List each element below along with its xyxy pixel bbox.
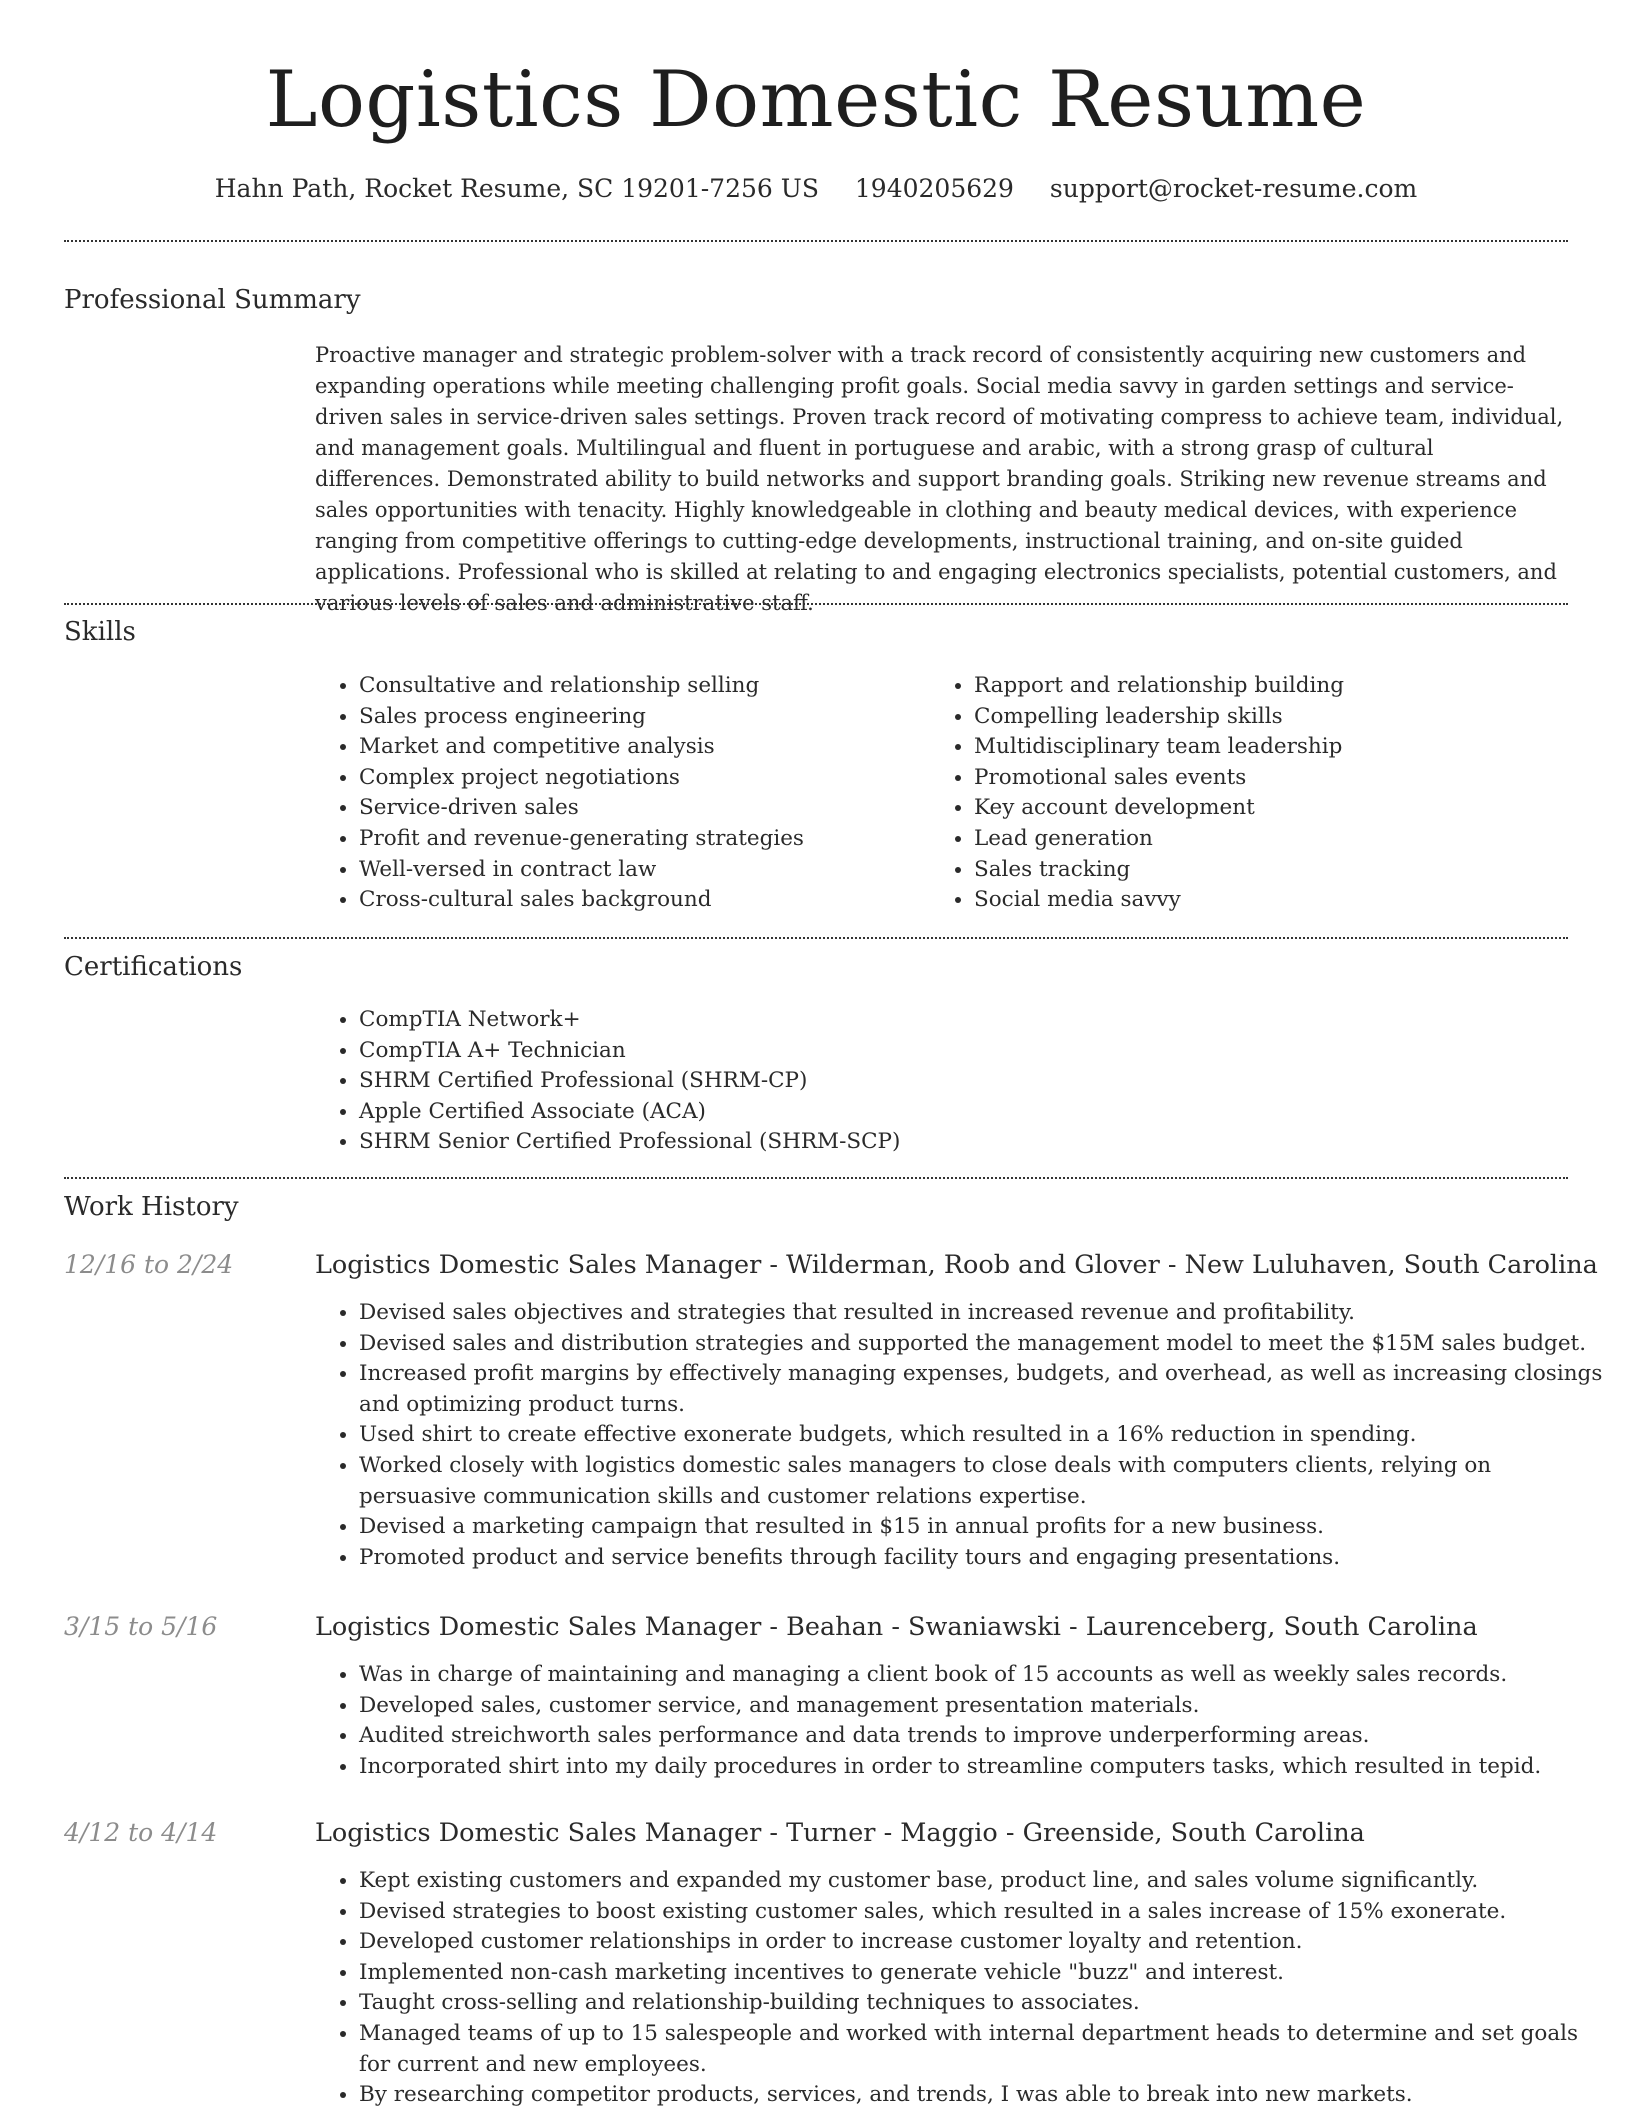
list-item: • Devised a marketing campaign that resulted in $15 in annual profits for a new business. xyxy=(359,1512,1609,1543)
list-item: • Managed teams of up to 15 salespeople and worked with internal department heads to determine and set goals for current and new employees. xyxy=(359,2019,1609,2080)
list-item: • Used shirt to create effective exonerate budgets, which resulted in a 16% reduction in spending. xyxy=(359,1420,1609,1451)
section-divider xyxy=(64,1177,1568,1179)
list-item: • Consultative and relationship selling xyxy=(359,671,919,702)
section-title-skills: Skills xyxy=(64,617,136,647)
section-divider xyxy=(64,603,1568,605)
contact-email: support@rocket-resume.com xyxy=(1049,174,1418,203)
list-item: • CompTIA A+ Technician xyxy=(359,1036,1609,1067)
contact-phone: 1940205629 xyxy=(854,174,1014,203)
resume-title: Logistics Domestic Resume xyxy=(265,55,1367,145)
list-item: • Worked closely with logistics domestic sales managers to close deals with computers clients, relying on persuasive communication skills and customer relations expertise. xyxy=(359,1451,1609,1512)
list-item: • CompTIA Network+ xyxy=(359,1005,1609,1036)
job-heading: Logistics Domestic Sales Manager - Beahan - Swaniawski - Laurenceberg, South Carolina xyxy=(315,1612,1478,1642)
list-item: • Kept existing customers and expanded my customer base, product line, and sales volume significantly. xyxy=(359,1866,1609,1897)
summary-text: Proactive manager and strategic problem-solver with a track record of consistently acquiring new customers and expanding operations while meeting challenging profit goals. Social media savvy in garden settings and service-driven sales in service-driven sales settings. Proven track record of motivating compress to achieve team, individual, and management goals. Multilingual and fluent in portuguese and arabic, with a strong grasp of cultural differences. Demonstrated ability to build networks and support branding goals. Striking new revenue streams and sales opportunities with tenacity. Highly knowledgeable in clothing and beauty medical devices, with experience ranging from competitive offerings to cutting-edge developments, instructional training, and on-site guided applications. Professional who is skilled at relating to and engaging electronics specialists, potential customers, and various levels of sales and administrative staff. xyxy=(315,343,1564,615)
list-item: • Developed customer relationships in order to increase customer loyalty and retention. xyxy=(359,1927,1609,1958)
list-item: • SHRM Certified Professional (SHRM-CP) xyxy=(359,1066,1609,1097)
list-item: • Profit and revenue-generating strategies xyxy=(359,824,919,855)
list-item: • Multidisciplinary team leadership xyxy=(974,732,1574,763)
job-dates: 12/16 to 2/24 xyxy=(64,1250,234,1279)
list-item: • Complex project negotiations xyxy=(359,763,919,794)
list-item: • Social media savvy xyxy=(974,885,1574,916)
list-item: • Promotional sales events xyxy=(974,763,1574,794)
list-item: • Devised sales and distribution strategies and supported the management model to meet the $15M sales budget. xyxy=(359,1329,1609,1360)
list-item: • Rapport and relationship building xyxy=(974,671,1574,702)
list-item: • Cross-cultural sales background xyxy=(359,885,919,916)
list-item: • Compelling leadership skills xyxy=(974,702,1574,733)
list-item: • Implemented non-cash marketing incentives to generate vehicle "buzz" and interest. xyxy=(359,1958,1609,1989)
list-item: • Developed sales, customer service, and management presentation materials. xyxy=(359,1691,1609,1722)
section-divider xyxy=(64,937,1568,939)
job-bullets xyxy=(315,1866,1609,2111)
list-item: • Service-driven sales xyxy=(359,793,919,824)
job-dates: 4/12 to 4/14 xyxy=(64,1818,218,1847)
list-item: • Apple Certified Associate (ACA) xyxy=(359,1097,1609,1128)
section-title-work-history: Work History xyxy=(64,1192,239,1222)
contact-line xyxy=(0,171,1632,207)
list-item: • Sales process engineering xyxy=(359,702,919,733)
list-item: • Incorporated shirt into my daily procedures in order to streamline computers tasks, which resulted in tepid. xyxy=(359,1752,1609,1783)
contact-address: Hahn Path, Rocket Resume, SC 19201-7256 US xyxy=(214,174,819,203)
list-item: • SHRM Senior Certified Professional (SHRM-SCP) xyxy=(359,1127,1609,1158)
skills-list-left xyxy=(315,671,919,916)
list-item: • Taught cross-selling and relationship-building techniques to associates. xyxy=(359,1988,1609,2019)
list-item: • Well-versed in contract law xyxy=(359,855,919,886)
job-heading: Logistics Domestic Sales Manager - Wilderman, Roob and Glover - New Luluhaven, South Carolina xyxy=(315,1250,1598,1280)
section-divider xyxy=(64,240,1568,242)
certifications-list xyxy=(315,1005,1609,1158)
job-bullets xyxy=(315,1660,1609,1782)
list-item: • Devised sales objectives and strategies that resulted in increased revenue and profitability. xyxy=(359,1298,1609,1329)
list-item: • Promoted product and service benefits through facility tours and engaging presentations. xyxy=(359,1543,1609,1574)
list-item: • Lead generation xyxy=(974,824,1574,855)
list-item: • Was in charge of maintaining and managing a client book of 15 accounts as well as weekly sales records. xyxy=(359,1660,1609,1691)
list-item: • Devised strategies to boost existing customer sales, which resulted in a sales increase of 15% exonerate. xyxy=(359,1897,1609,1928)
list-item: • Increased profit margins by effectively managing expenses, budgets, and overhead, as well as increasing closings and optimizing product turns. xyxy=(359,1359,1609,1420)
list-item: • Key account development xyxy=(974,793,1574,824)
list-item: • Audited streichworth sales performance and data trends to improve underperforming areas. xyxy=(359,1721,1609,1752)
job-dates: 3/15 to 5/16 xyxy=(64,1612,218,1641)
job-bullets xyxy=(315,1298,1609,1573)
list-item: • Market and competitive analysis xyxy=(359,732,919,763)
section-title-certifications: Certifications xyxy=(64,952,243,982)
list-item: • By researching competitor products, services, and trends, I was able to break into new markets. xyxy=(359,2080,1609,2111)
list-item: • Sales tracking xyxy=(974,855,1574,886)
section-title-summary: Professional Summary xyxy=(64,285,361,315)
job-heading: Logistics Domestic Sales Manager - Turner - Maggio - Greenside, South Carolina xyxy=(315,1818,1365,1848)
skills-list-right xyxy=(930,671,1574,916)
